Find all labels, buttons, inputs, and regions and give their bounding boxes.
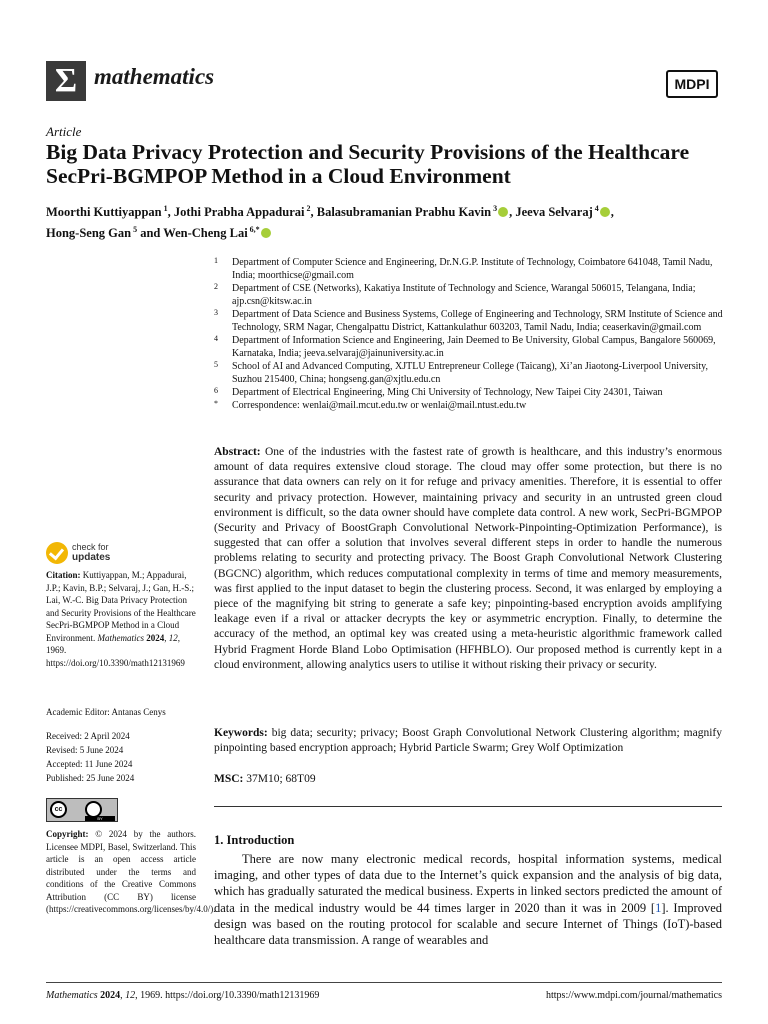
check-for-updates-badge[interactable] — [46, 542, 166, 566]
check-badge-line1: check for — [72, 542, 109, 552]
keywords-label: Keywords: — [214, 727, 268, 739]
abstract-label: Abstract: — [214, 446, 261, 458]
received-date: Received: 2 April 2024 — [46, 731, 130, 741]
reference-link[interactable]: 1 — [655, 900, 662, 915]
keywords — [214, 726, 722, 756]
affiliations — [214, 256, 734, 412]
citation-text: Kuttiyappan, M.; Appadurai, J.P.; Kavin, B.P.; Selvaraj, J.; Gan, H.-S.; Lai, W.-C. Big Data Privacy Protection and Security Provisions of the Healthcare SecPri-BGMPOP Method in a Cloud Environment. — [46, 570, 196, 643]
author-name[interactable]: Balasubramanian Prabhu Kavin — [316, 205, 492, 220]
publication-dates — [46, 729, 196, 785]
intro-text: ]. Improved design was based on the routing protocol for scalable and secure Internet of Things (IoT)-based healthcare data transmission. A range of wearables and — [214, 900, 722, 948]
sigma-logo-glyph: Σ — [54, 62, 78, 99]
article-title: Big Data Privacy Protection and Security Provisions of the Healthcare SecPri-BGMPOP Method in a Cloud Environment — [46, 140, 690, 188]
citation-volume: 12 — [168, 632, 178, 643]
copyright-notice — [46, 828, 216, 916]
copyright-label: Copyright: — [46, 829, 89, 839]
author-affil-sup: 5 — [133, 225, 138, 235]
cc-icon: cc — [50, 801, 67, 818]
footer-doi[interactable]: , 1969. https://doi.org/10.3390/math12131969 — [135, 990, 320, 1001]
academic-editor: Academic Editor: Antanas Cenys — [46, 707, 166, 717]
cc-by-license-badge[interactable] — [46, 798, 118, 822]
keywords-text: big data; security; privacy; Boost Graph Convolutional Network Clustering algorithm; magnify pinpointing based encryption approach; Hybrid Particle Swarm; Grey Wolf Optimization — [214, 727, 723, 755]
journal-name[interactable]: mathematics — [94, 64, 215, 89]
affiliation-item — [214, 360, 734, 386]
journal-logo — [46, 61, 86, 101]
check-badge-line2: updates — [72, 552, 111, 563]
publisher-logo[interactable] — [666, 70, 718, 98]
author-affil-sup: 4 — [594, 204, 599, 213]
affiliation-text: Department of CSE (Networks), Kakatiya Institute of Technology and Science, Warangal 506015, Telangana, India; ajp.csn@kitsw.ac.in — [232, 283, 696, 307]
author-list: Moorthi Kuttiyappan $^1$, Jothi Prabha Appadurai $^2$, Balasubramanian Prabhu Kavin $^3$ , Jeeva Selvaraj $^4$ , Hong-Seng Gan $^5$ and Wen-Cheng Lai $^{6,*}$ — [46, 204, 614, 241]
author-affil-sup: 6,* — [249, 225, 260, 235]
affiliation-item — [214, 256, 734, 282]
citation-label: Citation: — [46, 570, 81, 580]
orcid-icon[interactable] — [261, 228, 271, 238]
msc-codes — [214, 773, 316, 785]
affiliation-item — [214, 334, 734, 360]
author-name[interactable]: Wen-Cheng Lai — [163, 226, 248, 241]
orcid-icon[interactable] — [600, 207, 610, 217]
correspondence — [214, 399, 734, 412]
affiliation-number: 5 — [214, 360, 218, 369]
msc-text: 37M10; 68T09 — [246, 773, 316, 785]
affiliation-number: 4 — [214, 334, 218, 343]
author-name[interactable]: Hong-Seng Gan — [46, 226, 132, 241]
copyright-text: © 2024 by the authors. Licensee MDPI, Basel, Switzerland. This article is an open access article distributed under the terms and conditions of the Creative Commons Attribution (CC BY) license (https://creativecommons.org/licenses/by/4.0/). — [46, 829, 216, 914]
msc-label: MSC: — [214, 773, 244, 785]
footer-year: 2024 — [100, 990, 121, 1001]
abstract-text: One of the industries with the fastest rate of growth is healthcare, and this industry’s enormous amount of data requires extensive cloud storage. The cloud may offer some protection, but there is no assurance that data owners can rely on it for refuge and privacy amenities. Therefore, it is essential to offer security and privacy protection. However, maintaining privacy and security in an untrusted green cloud environment is difficult, so the data owner should have complete data control. A new work, SecPri-BGMPOP (Security and Privacy of BoostGraph Convolutional Network-Pinpointing-Optimization Performance), is suggested that can offer a solution that involves several different steps in order to handle the numerous problems relating to security and protecting privacy. The Boost Graph Convolutional Network Clustering (BGCNC) algorithm, which reduces computational complexity in terms of time and memory measurements, was first applied to the input dataset to begin the clustering process. Second, it was enlarged by employing a piece of the magnifying bit string to generate a safe key; pinpointing-based encryption avoids amplifying leakage even if a rival or attacker decrypts the key or asymmetric encryption. Finally, to determine the accuracy of the method, an optimal key was created using a meta-heuristic algorithmic framework called Hybrid Fragment Horde Bland Lobo Optimisation (HFHBLO). Our proposed method is currently kept in a cloud environment, allowing analytics users to utilise it without risking their privacy or security. — [214, 446, 723, 671]
publisher-name: MDPI — [674, 76, 710, 92]
affiliation-text: Department of Information Science and Engineering, Jain Deemed to Be University, Global Campus, Bangalore 560069, Karnataka, India; jeeva.selvaraj@jainuniversity.ac.in — [232, 335, 716, 359]
footer-divider — [46, 982, 722, 983]
affiliation-text[interactable]: Correspondence: wenlai@mail.mcut.edu.tw or wenlai@mail.ntust.edu.tw — [232, 400, 527, 411]
author-name[interactable]: Moorthi Kuttiyappan — [46, 205, 162, 220]
affiliation-item — [214, 386, 734, 399]
footer-journal: Mathematics — [46, 990, 98, 1001]
section-heading: 1. Introduction — [214, 833, 295, 847]
affiliation-number: 2 — [214, 282, 218, 291]
accepted-date: Accepted: 11 June 2024 — [46, 759, 133, 769]
author-name[interactable]: Jothi Prabha Appadurai — [173, 205, 305, 220]
affiliation-item — [214, 282, 734, 308]
author-affil-sup: 1 — [163, 204, 168, 213]
author-name[interactable]: Jeeva Selvaraj — [515, 205, 593, 220]
affiliation-number: 1 — [214, 256, 218, 265]
footer-journal-url[interactable]: https://www.mdpi.com/journal/mathematics — [546, 990, 722, 1001]
citation-year: 2024 — [146, 632, 165, 643]
published-date: Published: 25 June 2024 — [46, 773, 135, 783]
affiliation-item — [214, 308, 734, 334]
affiliation-number: * — [214, 399, 218, 408]
section-divider — [214, 806, 722, 807]
by-label: BY — [85, 816, 115, 821]
citation-journal: Mathematics — [97, 632, 144, 643]
affiliation-text: Department of Data Science and Business Systems, College of Engineering and Technology, SRM Institute of Science and Technology, SRM Nagar, Chengalpattu District, Kattankulathur 603203, Tamil Nadu, India; ceaserkavin@gmail.com — [232, 309, 723, 333]
author-affil-sup: 2 — [306, 204, 311, 213]
intro-paragraph — [214, 851, 722, 948]
revised-date: Revised: 5 June 2024 — [46, 745, 124, 755]
citation-doi[interactable]: , 1969. https://doi.org/10.3390/math12131969 — [46, 632, 185, 668]
affiliation-text: School of AI and Advanced Computing, XJTLU Entrepreneur College (Taicang), Xi’an Jiaotong-Liverpool University, Suzhou 215400, China; hongseng.gan@xjtlu.edu.cn — [232, 361, 709, 385]
author-affil-sup: 3 — [493, 204, 498, 213]
citation-block: Citation: Kuttiyappan, M.; Appadurai, J.P.; Kavin, B.P.; Selvaraj, J.; Gan, H.-S.; Lai, W.-C. Big Data Privacy Protection and Security Provisions of the Healthcare SecPri-BGMPOP Method in a Cloud Environment. Mathematics 2024, 12, 1969. https://doi.org/10.3390/math12131969 — [46, 570, 196, 668]
orcid-icon[interactable] — [498, 207, 508, 217]
footer-citation: Mathematics 2024, 12, 1969. https://doi.org/10.3390/math12131969 — [46, 990, 320, 1001]
affiliation-text: Department of Computer Science and Engineering, Dr.N.G.P. Institute of Technology, Coimbatore 641048, Tamil Nadu, India; moorthicse@gmail.com — [232, 257, 713, 281]
intro-text: There are now many electronic medical records, hospital information systems, medical imaging, and other types of data due to the Internet’s quick expansion and the analysis of big data, which has gradually saturated the medical business. Experts in linked sectors predicted the amount of data in the medical industry would be 44 times larger in 2020 than it was in 2009 [ — [214, 852, 722, 915]
checkmark-icon — [46, 542, 68, 564]
affiliation-number: 3 — [214, 308, 218, 317]
article-type: Article — [46, 124, 82, 139]
affiliation-text: Department of Electrical Engineering, Ming Chi University of Technology, New Taipei City 24301, Taiwan — [232, 387, 663, 398]
abstract — [214, 445, 722, 673]
footer-volume: 12 — [125, 990, 136, 1001]
affiliation-number: 6 — [214, 386, 218, 395]
